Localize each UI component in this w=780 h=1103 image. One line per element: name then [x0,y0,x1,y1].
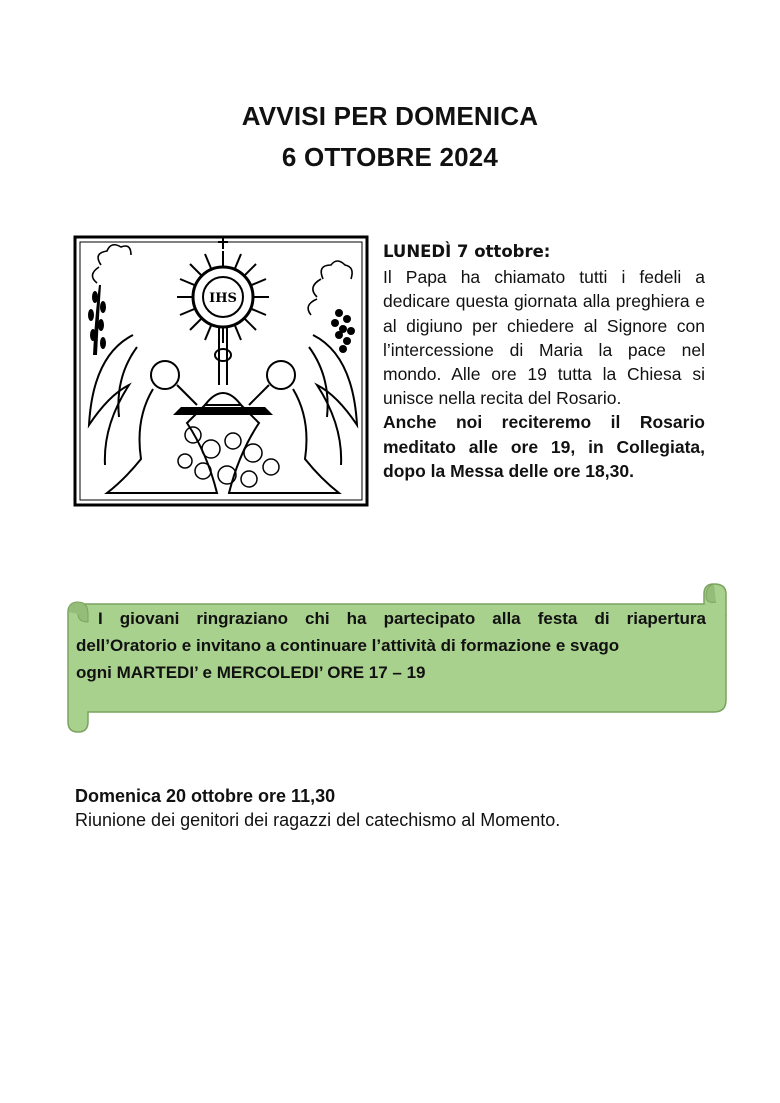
youth-notice-line-3: ogni MARTEDI’ e MERCOLEDI’ ORE 17 – 19 [76,663,426,682]
youth-notice-line-1: I giovani ringraziano chi ha partecipato alla festa di riapertura [98,609,706,628]
sunday-text: Riunione dei genitori dei ragazzi del catechismo al Momento. [75,810,561,830]
ihs-monogram: IHS [209,291,237,306]
monday-text: Il Papa ha chiamato tutti i fedeli a dedicare questa giornata alla preghiera e al digiuno per chiedere al Signore con l’intercessione di Maria la pace nel mondo. Alle ore 19 tutta la Chiesa si unisce nella recita del Rosario. [383,267,705,409]
page-title: AVVISI PER DOMENICA [241,101,539,131]
monday-heading: LUNEDÌ 7 ottobre: [383,242,551,261]
monday-rosary-text: Anche noi reciteremo il Rosario meditato alle ore 19, in Collegiata, dopo la Messa delle ore 18,30. [383,412,705,481]
sunday-heading: Domenica 20 ottobre ore 11,30 [75,786,336,806]
youth-notice-line-2: dell’Oratorio e invitano a continuare l’attività di formazione e svago [76,636,620,655]
youth-notice [76,605,706,686]
monday-notice [383,240,705,483]
page-date: 6 OTTOBRE 2024 [281,142,499,172]
sunday-notice [75,784,715,832]
monstrance-with-kneeling-angels-icon [73,235,369,507]
